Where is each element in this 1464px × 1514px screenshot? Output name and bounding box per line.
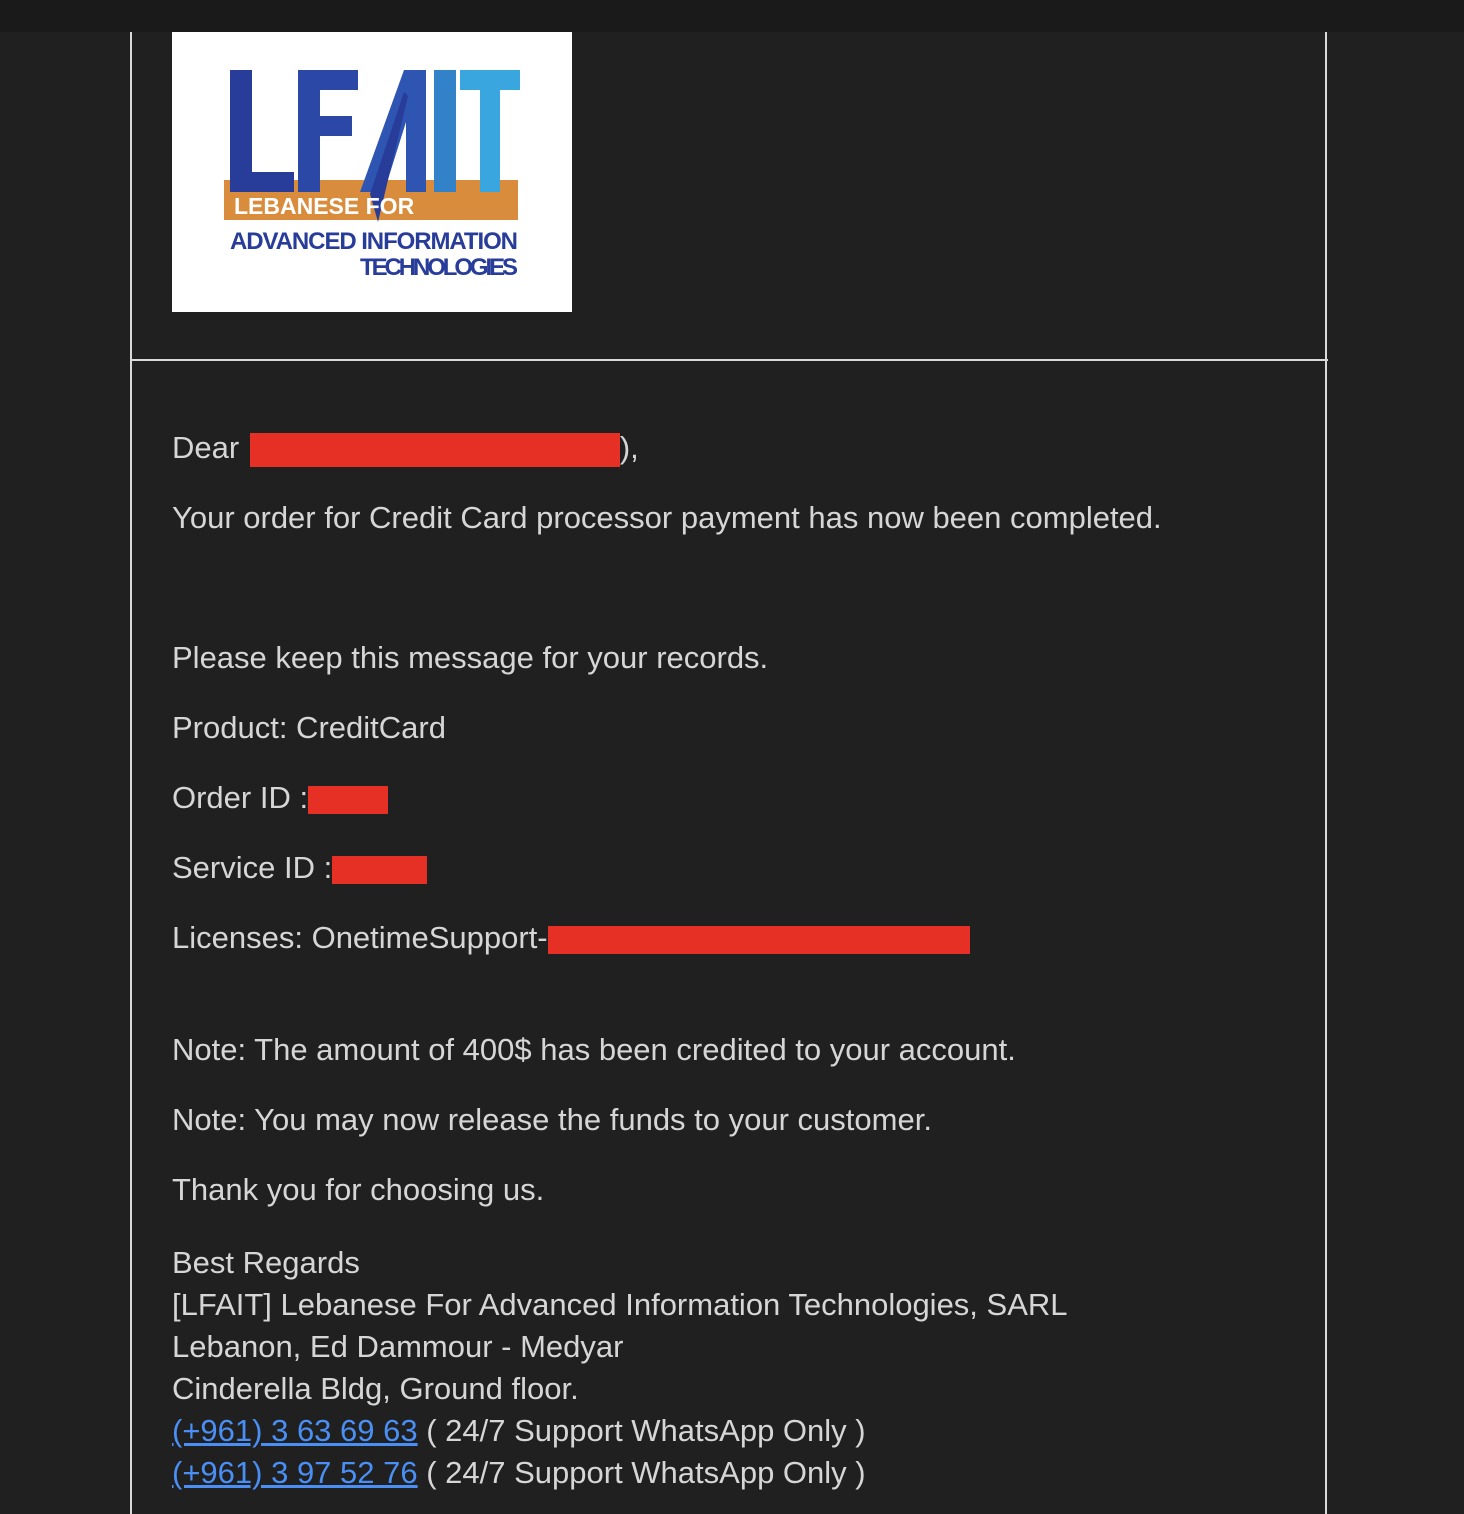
redacted-name	[250, 433, 620, 467]
licenses-label: Licenses: OnetimeSupport-	[172, 920, 548, 955]
logo-tagline-2: ADVANCED INFORMATION	[230, 228, 518, 255]
signature-address-1: Lebanon, Ed Dammour - Medyar	[172, 1329, 624, 1364]
service-id-label: Service ID :	[172, 850, 333, 885]
redacted-order-id	[308, 786, 388, 814]
order-id-label: Order ID :	[172, 780, 309, 815]
note-release-text: Note: You may now release the funds to your customer.	[172, 1102, 932, 1137]
greeting-line	[172, 430, 639, 467]
signature-regards: Best Regards	[172, 1245, 360, 1280]
product-text: Product: CreditCard	[172, 710, 446, 745]
top-bar	[0, 0, 1464, 32]
phone-line-1	[172, 1410, 1068, 1452]
phone-link-2[interactable]: (+961) 3 97 52 76	[172, 1455, 418, 1490]
thanks-text: Thank you for choosing us.	[172, 1172, 545, 1207]
logo-tagline-3: TECHNOLOGIES	[360, 254, 518, 281]
order-id-line	[172, 780, 388, 816]
order-completed-text: Your order for Credit Card processor payment has now been completed.	[172, 500, 1162, 535]
licenses-line	[172, 920, 970, 956]
support-note-2: ( 24/7 Support WhatsApp Only )	[417, 1455, 866, 1490]
phone-line-2	[172, 1452, 1068, 1494]
signature-block	[172, 1242, 1068, 1494]
phone-link-1[interactable]: (+961) 3 63 69 63	[172, 1413, 418, 1448]
service-id-line	[172, 850, 427, 886]
logo-tagline-1: LEBANESE FOR	[234, 193, 415, 219]
keep-records-text: Please keep this message for your records.	[172, 640, 769, 675]
signature-company: [LFAIT] Lebanese For Advanced Information Technologies, SARL	[172, 1287, 1068, 1322]
header-divider	[131, 359, 1328, 361]
support-note-1: ( 24/7 Support WhatsApp Only )	[417, 1413, 866, 1448]
signature-address-2: Cinderella Bldg, Ground floor.	[172, 1371, 579, 1406]
greeting-prefix: Dear	[172, 430, 240, 465]
redacted-license	[548, 926, 970, 954]
note-amount-text: Note: The amount of 400$ has been credited to your account.	[172, 1032, 1016, 1067]
company-logo	[172, 32, 572, 312]
redacted-service-id	[332, 856, 427, 884]
greeting-suffix: ),	[619, 430, 639, 465]
